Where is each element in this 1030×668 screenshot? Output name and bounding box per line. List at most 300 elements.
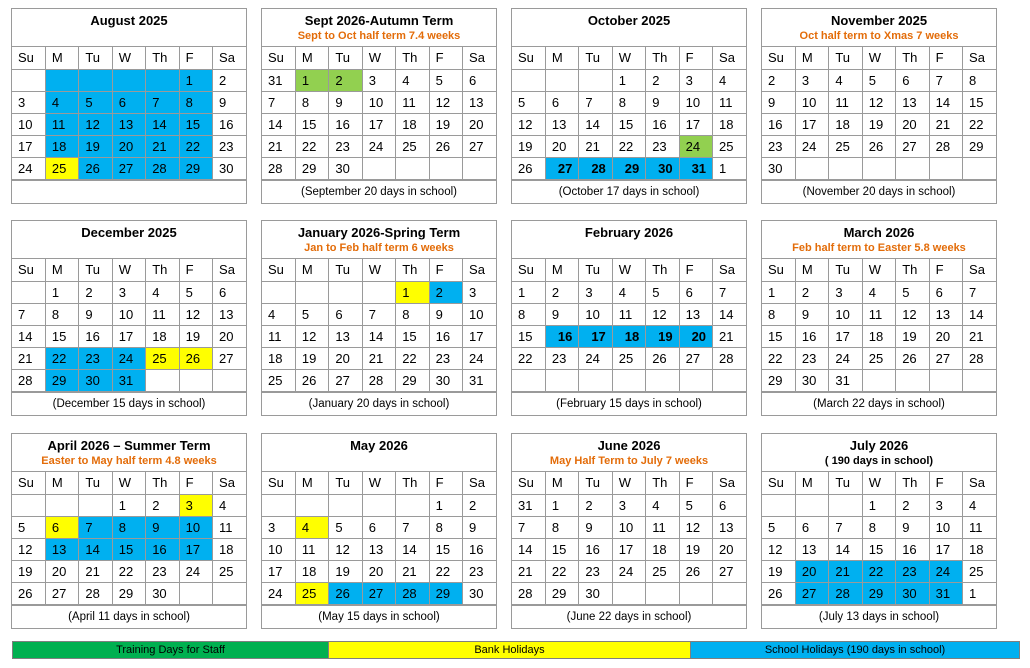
day-cell: 29 (545, 582, 578, 604)
month-title: April 2026 – Summer Term (47, 438, 211, 453)
day-cell: 16 (329, 113, 362, 135)
day-cell: 7 (713, 281, 746, 303)
month-grid (762, 259, 996, 392)
day-cell: 2 (579, 494, 612, 516)
weekday-header: M (545, 259, 578, 281)
weekday-header: Th (146, 47, 179, 69)
day-cell: 29 (963, 135, 996, 157)
day-cell: 1 (862, 494, 895, 516)
weekday-header: F (179, 472, 212, 494)
day-cell: 6 (896, 69, 929, 91)
weekday-header: Tu (79, 259, 112, 281)
weekday-header: Su (762, 259, 795, 281)
weekday-header: Su (512, 472, 545, 494)
day-cell: 13 (45, 538, 78, 560)
day-cell: 6 (112, 91, 145, 113)
day-cell (929, 369, 962, 391)
day-cell: 13 (329, 325, 362, 347)
day-cell: 10 (612, 516, 645, 538)
week-row (512, 560, 746, 582)
day-cell: 3 (12, 91, 45, 113)
day-cell: 13 (929, 303, 962, 325)
day-cell: 21 (362, 347, 395, 369)
day-cell: 24 (112, 347, 145, 369)
day-cell: 30 (329, 157, 362, 179)
weekday-header: Su (512, 259, 545, 281)
day-cell: 28 (512, 582, 545, 604)
day-cell: 15 (762, 325, 795, 347)
week-row (12, 582, 246, 604)
day-cell: 5 (429, 69, 462, 91)
day-cell: 21 (929, 113, 962, 135)
weekday-header: W (862, 472, 895, 494)
day-cell: 1 (179, 69, 212, 91)
day-cell: 30 (646, 157, 679, 179)
weekday-header: Tu (829, 472, 862, 494)
day-cell: 9 (329, 91, 362, 113)
day-cell: 4 (262, 303, 295, 325)
day-cell: 22 (545, 560, 578, 582)
day-cell: 15 (45, 325, 78, 347)
day-cell: 1 (612, 69, 645, 91)
weekday-header: Su (512, 47, 545, 69)
month-footer: (December 15 days in school) (12, 392, 246, 415)
day-cell: 12 (762, 538, 795, 560)
day-cell: 13 (545, 113, 578, 135)
day-cell (829, 157, 862, 179)
legend-school-holidays: School Holidays (190 days in school) (691, 642, 1019, 658)
day-cell: 17 (262, 560, 295, 582)
day-cell: 21 (963, 325, 996, 347)
week-row (762, 347, 996, 369)
day-cell (762, 494, 795, 516)
week-row (762, 303, 996, 325)
day-cell: 7 (79, 516, 112, 538)
day-cell: 2 (329, 69, 362, 91)
weekday-header: F (179, 259, 212, 281)
week-row (512, 494, 746, 516)
day-cell (362, 494, 395, 516)
weekday-header: F (429, 47, 462, 69)
weekday-header: W (112, 47, 145, 69)
weekday-header: Sa (213, 47, 246, 69)
day-cell: 13 (896, 91, 929, 113)
day-cell: 12 (512, 113, 545, 135)
day-cell: 21 (829, 560, 862, 582)
weekday-header: Su (12, 47, 45, 69)
day-cell: 28 (963, 347, 996, 369)
month-grid (262, 259, 496, 392)
day-cell (329, 281, 362, 303)
month-title: January 2026-Spring Term (297, 225, 461, 240)
week-row (512, 347, 746, 369)
weekday-header: Tu (329, 259, 362, 281)
weekday-header: Tu (829, 47, 862, 69)
day-cell: 5 (896, 281, 929, 303)
week-row (762, 157, 996, 179)
day-cell: 18 (262, 347, 295, 369)
day-cell: 1 (295, 69, 328, 91)
month-header (512, 434, 746, 472)
month-footer: (July 13 days in school) (762, 605, 996, 628)
weekday-header: Tu (579, 47, 612, 69)
month-grid (512, 47, 746, 180)
month-subtitle: ( 190 days in school) (824, 455, 934, 467)
day-cell (45, 69, 78, 91)
day-cell: 7 (262, 91, 295, 113)
weekday-header: Sa (713, 472, 746, 494)
day-cell: 18 (646, 538, 679, 560)
week-row (12, 281, 246, 303)
day-cell: 26 (679, 560, 712, 582)
day-cell: 23 (762, 135, 795, 157)
month-title: August 2025 (90, 13, 168, 28)
day-cell: 16 (545, 325, 578, 347)
month-nov-2025 (761, 8, 997, 204)
day-cell: 16 (646, 113, 679, 135)
legend-training-days: Training Days for Staff (13, 642, 329, 658)
day-cell: 12 (179, 303, 212, 325)
day-cell: 27 (362, 582, 395, 604)
day-cell: 24 (12, 157, 45, 179)
month-title: December 2025 (81, 225, 177, 240)
week-row (762, 560, 996, 582)
day-cell: 20 (112, 135, 145, 157)
day-cell: 2 (213, 69, 246, 91)
day-cell: 16 (896, 538, 929, 560)
week-row (12, 538, 246, 560)
day-cell (579, 69, 612, 91)
day-cell: 8 (512, 303, 545, 325)
day-cell: 15 (396, 325, 429, 347)
weekday-header: Sa (963, 259, 996, 281)
day-cell: 22 (429, 560, 462, 582)
week-row (512, 281, 746, 303)
day-cell: 9 (795, 303, 828, 325)
day-cell: 27 (213, 347, 246, 369)
day-cell: 11 (862, 303, 895, 325)
day-cell: 11 (963, 516, 996, 538)
day-cell: 11 (612, 303, 645, 325)
weekday-header: M (795, 47, 828, 69)
week-row (262, 494, 496, 516)
month-subtitle: Jan to Feb half term 6 weeks (304, 242, 454, 254)
month-header (762, 221, 996, 259)
day-cell: 25 (262, 369, 295, 391)
day-cell (12, 69, 45, 91)
day-cell: 4 (213, 494, 246, 516)
day-cell: 14 (362, 325, 395, 347)
day-cell: 7 (146, 91, 179, 113)
month-header (512, 9, 746, 47)
week-row (512, 369, 746, 391)
weekday-header: Tu (79, 472, 112, 494)
day-cell: 31 (679, 157, 712, 179)
week-row (512, 135, 746, 157)
day-cell: 10 (579, 303, 612, 325)
day-cell: 13 (362, 538, 395, 560)
day-cell: 15 (179, 113, 212, 135)
day-cell: 28 (12, 369, 45, 391)
day-cell (213, 582, 246, 604)
day-cell: 25 (213, 560, 246, 582)
month-feb-2026 (511, 220, 747, 416)
day-cell: 6 (679, 281, 712, 303)
day-cell (362, 281, 395, 303)
day-cell: 2 (79, 281, 112, 303)
day-cell: 11 (396, 91, 429, 113)
month-header (762, 9, 996, 47)
day-cell (146, 369, 179, 391)
month-title: March 2026 (843, 225, 915, 240)
day-cell: 27 (679, 347, 712, 369)
day-cell: 14 (12, 325, 45, 347)
day-cell: 11 (646, 516, 679, 538)
day-cell: 19 (679, 538, 712, 560)
day-cell: 9 (429, 303, 462, 325)
month-footer: (October 17 days in school) (512, 180, 746, 203)
day-cell (329, 494, 362, 516)
month-header (262, 434, 496, 472)
month-grid (512, 472, 746, 605)
day-cell: 23 (896, 560, 929, 582)
day-cell: 2 (646, 69, 679, 91)
day-cell (79, 494, 112, 516)
day-cell: 28 (362, 369, 395, 391)
day-cell: 19 (295, 347, 328, 369)
day-cell: 14 (262, 113, 295, 135)
day-cell: 3 (179, 494, 212, 516)
day-cell: 4 (45, 91, 78, 113)
day-cell (463, 157, 496, 179)
day-cell: 21 (262, 135, 295, 157)
weekday-header: Su (262, 259, 295, 281)
day-cell: 27 (713, 560, 746, 582)
day-cell: 18 (295, 560, 328, 582)
week-row (262, 303, 496, 325)
day-cell: 17 (112, 325, 145, 347)
month-subtitle: Feb half term to Easter 5.8 weeks (792, 242, 966, 254)
weekday-header: F (929, 472, 962, 494)
day-cell: 27 (795, 582, 828, 604)
day-cell (896, 157, 929, 179)
day-cell: 6 (463, 69, 496, 91)
weekday-header: F (429, 472, 462, 494)
day-cell: 27 (45, 582, 78, 604)
day-cell: 2 (146, 494, 179, 516)
month-jan-2026 (261, 220, 497, 416)
day-cell: 27 (463, 135, 496, 157)
weekday-header: F (179, 47, 212, 69)
month-subtitle: Easter to May half term 4.8 weeks (41, 455, 217, 467)
day-cell: 25 (862, 347, 895, 369)
day-cell: 13 (463, 91, 496, 113)
week-row (12, 325, 246, 347)
weekday-header: W (362, 259, 395, 281)
day-cell: 6 (45, 516, 78, 538)
day-cell: 28 (262, 157, 295, 179)
day-cell: 24 (679, 135, 712, 157)
month-apr-2026 (11, 433, 247, 629)
day-cell: 25 (146, 347, 179, 369)
month-may-2026 (261, 433, 497, 629)
day-cell: 19 (762, 560, 795, 582)
day-cell (795, 494, 828, 516)
day-cell: 8 (612, 91, 645, 113)
weekday-header: W (612, 47, 645, 69)
week-row (262, 347, 496, 369)
day-cell: 19 (12, 560, 45, 582)
day-cell: 26 (646, 347, 679, 369)
day-cell: 26 (179, 347, 212, 369)
day-cell: 5 (329, 516, 362, 538)
day-cell: 7 (929, 69, 962, 91)
day-cell (896, 369, 929, 391)
day-cell: 6 (213, 281, 246, 303)
day-cell: 3 (579, 281, 612, 303)
month-grid (762, 472, 996, 605)
day-cell: 17 (179, 538, 212, 560)
day-cell: 9 (463, 516, 496, 538)
month-footer: (March 22 days in school) (762, 392, 996, 415)
day-cell: 19 (896, 325, 929, 347)
day-cell: 21 (579, 135, 612, 157)
weekday-header: W (612, 472, 645, 494)
day-cell: 1 (396, 281, 429, 303)
day-cell (429, 157, 462, 179)
day-cell: 18 (862, 325, 895, 347)
day-cell: 11 (146, 303, 179, 325)
day-cell: 19 (862, 113, 895, 135)
weekday-header: Sa (713, 259, 746, 281)
day-cell: 24 (463, 347, 496, 369)
day-cell: 15 (862, 538, 895, 560)
day-cell: 19 (429, 113, 462, 135)
day-cell: 25 (612, 347, 645, 369)
weekday-header: Sa (213, 472, 246, 494)
day-cell (512, 369, 545, 391)
day-cell: 4 (146, 281, 179, 303)
month-header (12, 221, 246, 259)
week-row (512, 113, 746, 135)
day-cell: 18 (45, 135, 78, 157)
day-cell: 18 (713, 113, 746, 135)
week-row (262, 281, 496, 303)
day-cell: 16 (762, 113, 795, 135)
weekday-header: W (362, 472, 395, 494)
day-cell: 2 (795, 281, 828, 303)
day-cell (179, 369, 212, 391)
day-cell: 11 (262, 325, 295, 347)
day-cell: 24 (829, 347, 862, 369)
day-cell: 29 (45, 369, 78, 391)
day-cell: 24 (579, 347, 612, 369)
day-cell: 25 (963, 560, 996, 582)
month-dec-2025 (11, 220, 247, 416)
weekday-header: M (295, 259, 328, 281)
month-sep-2026 (261, 8, 497, 204)
day-cell: 8 (112, 516, 145, 538)
day-cell: 15 (295, 113, 328, 135)
day-cell: 20 (545, 135, 578, 157)
day-cell: 13 (713, 516, 746, 538)
weekday-header: Su (262, 47, 295, 69)
day-cell (862, 369, 895, 391)
day-cell: 12 (12, 538, 45, 560)
day-cell: 29 (396, 369, 429, 391)
month-grid (262, 472, 496, 605)
day-cell: 17 (679, 113, 712, 135)
day-cell: 26 (429, 135, 462, 157)
weekday-header: Sa (963, 47, 996, 69)
day-cell (146, 69, 179, 91)
month-header (262, 221, 496, 259)
week-row (762, 113, 996, 135)
day-cell: 9 (79, 303, 112, 325)
day-cell: 27 (545, 157, 578, 179)
day-cell: 4 (829, 69, 862, 91)
day-cell: 26 (512, 157, 545, 179)
day-cell: 10 (463, 303, 496, 325)
day-cell: 21 (396, 560, 429, 582)
day-cell: 29 (112, 582, 145, 604)
day-cell (646, 582, 679, 604)
weekday-header: M (295, 47, 328, 69)
day-cell: 1 (762, 281, 795, 303)
day-cell: 5 (512, 91, 545, 113)
month-footer: (June 22 days in school) (512, 605, 746, 628)
day-cell: 24 (262, 582, 295, 604)
week-row (12, 347, 246, 369)
month-oct-2025 (511, 8, 747, 204)
month-footer: (May 15 days in school) (262, 605, 496, 628)
day-cell: 30 (579, 582, 612, 604)
month-header (762, 434, 996, 472)
month-title: February 2026 (584, 225, 674, 240)
day-cell: 5 (646, 281, 679, 303)
week-row (12, 69, 246, 91)
day-cell: 5 (679, 494, 712, 516)
day-cell: 8 (545, 516, 578, 538)
day-cell: 24 (795, 135, 828, 157)
week-row (762, 494, 996, 516)
day-cell: 9 (213, 91, 246, 113)
day-cell: 22 (295, 135, 328, 157)
month-grid (12, 47, 246, 180)
day-cell: 13 (795, 538, 828, 560)
month-title: October 2025 (587, 13, 671, 28)
weekday-header: Su (762, 47, 795, 69)
day-cell: 4 (713, 69, 746, 91)
weekday-header: Sa (963, 472, 996, 494)
day-cell: 11 (295, 538, 328, 560)
day-cell (646, 369, 679, 391)
day-cell: 15 (429, 538, 462, 560)
day-cell: 11 (829, 91, 862, 113)
day-cell (179, 582, 212, 604)
day-cell: 23 (545, 347, 578, 369)
day-cell: 3 (612, 494, 645, 516)
weekday-header: Tu (579, 259, 612, 281)
day-cell: 6 (362, 516, 395, 538)
day-cell: 7 (12, 303, 45, 325)
day-cell: 5 (862, 69, 895, 91)
day-cell: 6 (795, 516, 828, 538)
month-footer: (January 20 days in school) (262, 392, 496, 415)
day-cell: 2 (429, 281, 462, 303)
weekday-header: Sa (213, 259, 246, 281)
day-cell: 14 (146, 113, 179, 135)
